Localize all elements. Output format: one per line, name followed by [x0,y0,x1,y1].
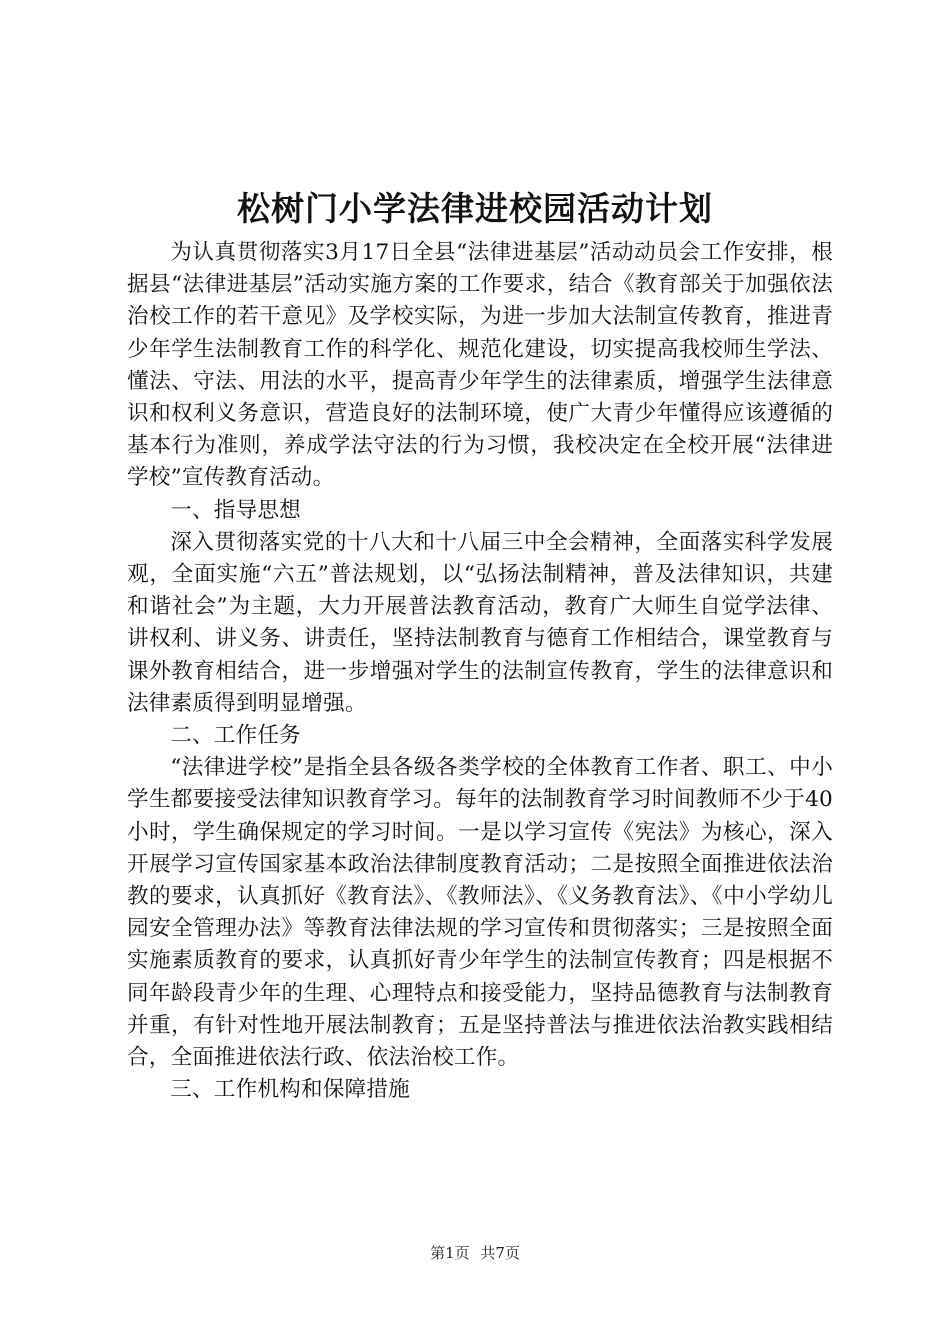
section-heading-work-tasks: 二、工作任务 [170,723,301,749]
work-tasks-paragraph: “法律进学校”是指全县各级各类学校的全体教育工作者、职工、中小学生都要接受法律知识教育学习。每年的法制教育学习时间教师不少于40小时，学生确保规定的学习时间。一是以学习宣传《宪法》为核心，深入开展学习宣传国家基本政治法律制度教育活动；二是按照全面推进依法治教的要求，认真抓好《教育法》、《教师法》、《义务教育法》、《中小学幼儿园安全管理办法》等教育法律法规的学习宣传和贯彻落实；三是按照全面实施素质教育的要求，认真抓好青少年学生的法制宣传教育；四是根据不同年龄段青少年的生理、心理特点和接受能力，坚持品德教育与法制教育并重，有针对性地开展法制教育；五是坚持普法与推进依法治教实践相结合，全面推进依法行政、依法治校工作。 [127,755,833,1071]
intro-paragraph: 为认真贯彻落实3月17日全县“法律进基层”活动动员会工作安排，根据县“法律进基层”活动实施方案的工作要求，结合《教育部关于加强依法治校工作的若干意见》及学校实际，为进一步加大法制宣传教育，推进青少年学生法制教育工作的科学化、规范化建设，切实提高我校师生学法、懂法、守法、用法的水平，提高青少年学生的法律素质，增强学生法律意识和权利义务意识，营造良好的法制环境，使广大青少年懂得应该遵循的基本行为准则，养成学法守法的行为习惯，我校决定在全校开展“法律进学校”宣传教育活动。 [127,240,833,491]
page-total: 共7页 [480,1244,520,1262]
section-heading-organization-measures: 三、工作机构和保障措施 [170,1077,410,1103]
guiding-ideology-paragraph: 深入贯彻落实党的十八大和十八届三中全会精神，全面落实科学发展观，全面实施“六五”普法规划，以“弘扬法制精神，普及法律知识，共建和谐社会”为主题，大力开展普法教育活动，教育广大师生自觉学法律、讲权利、讲义务、讲责任，坚持法制教育与德育工作相结合，课堂教育与课外教育相结合，进一步增强对学生的法制宣传教育，学生的法律意识和法律素质得到明显增强。 [127,529,833,716]
page-footer [0,1242,950,1264]
section-heading-guiding-ideology: 一、指导思想 [170,497,301,523]
page-number: 第1页 [430,1244,470,1262]
document-body [127,237,833,1106]
document-title: 松树门小学法律进校园活动计划 [237,189,713,228]
